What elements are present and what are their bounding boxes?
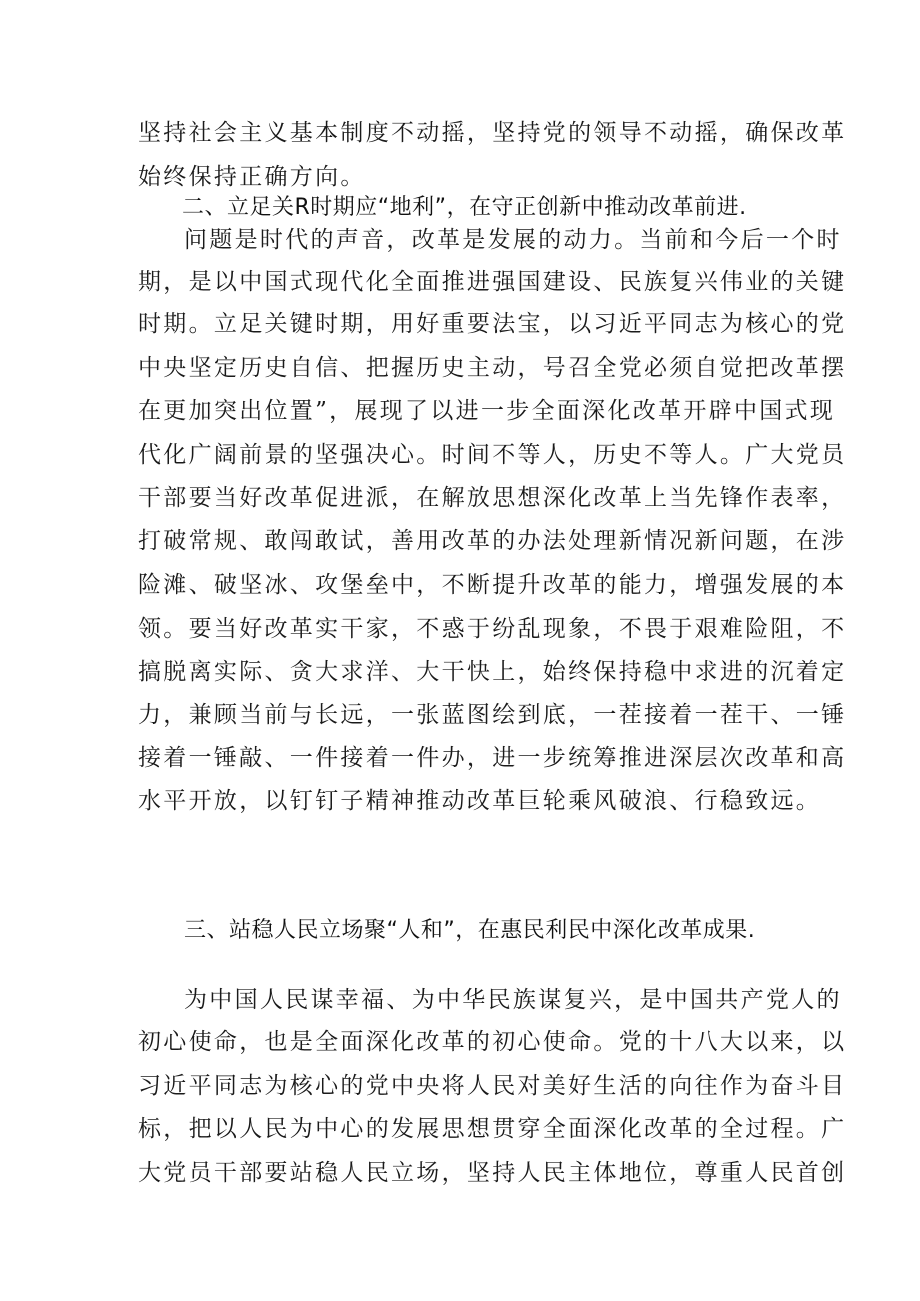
body-text-line: 坚持社会主义基本制度不动摇，坚持党的领导不动摇，确保改革	[138, 120, 847, 146]
body-text-line: 干部要当好改革促进派，在解放思想深化改革上当先锋作表率，	[138, 485, 847, 511]
body-text-line: 力，兼顾当前与长远，一张蓝图绘到底，一茬接着一茬干、一锤	[138, 702, 847, 728]
body-text-line: 打破常规、敢闯敢试，善用改革的办法处理新情况新问题，在涉	[138, 528, 847, 554]
body-text-line: 在更加突出位置”，展现了以进一步全面深化改革开辟中国式现	[138, 398, 836, 424]
body-text-line	[138, 825, 788, 865]
body-text-line: 大党员干部要站稳人民立场，坚持人民主体地位，尊重人民首创	[138, 1160, 847, 1186]
body-text-line: 险滩、破坚冰、攻堡垒中，不断提升改革的能力，增强发展的本	[138, 572, 847, 598]
body-text-line: 习近平同志为核心的党中央将人民对美好生活的向往作为奋斗目	[138, 1073, 847, 1099]
body-text-line: 搞脱离实际、贪大求洋、大干快上，始终保持稳中求进的沉着定	[138, 659, 847, 685]
section-heading-2: 二、立足关R时期应“地利”，在守正创新中推动改革前进.	[182, 195, 747, 220]
body-text-line: 标，把以人民为中心的发展思想贯穿全面深化改革的全过程。广	[138, 1116, 847, 1142]
section-heading-3: 三、站稳人民立场聚“人和”，在惠民利民中深化改革成果.	[184, 918, 756, 943]
body-text-line: 为中国人民谋幸福、为中华民族谋复兴，是中国共产党人的	[184, 987, 842, 1013]
body-text-line: 问题是时代的声音，改革是发展的动力。当前和今后一个时	[184, 227, 842, 253]
body-text-line: 代化广阔前景的坚强决心。时间不等人，历史不等人。广大党员	[138, 442, 847, 468]
body-text-line: 水平开放，以钉钉子精神推动改革巨轮乘风破浪、行稳致远。	[138, 788, 822, 814]
body-text-line: 始终保持正确方向。	[138, 164, 366, 190]
body-text-line: 期，是以中国式现代化全面推进强国建设、民族复兴伟业的关键	[138, 269, 847, 295]
body-text-line: 初心使命，也是全面深化改革的初心使命。党的十八大以来，以	[138, 1029, 847, 1055]
body-text-line: 接着一锤敲、一件接着一件办，进一步统筹推进深层次改革和高	[138, 745, 847, 771]
body-text-line: 领。要当好改革实干家，不惑于纷乱现象，不畏于艰难险阻，不	[138, 616, 847, 642]
body-text-line: 时期。立足关键时期，用好重要法宝，以习近平同志为核心的党	[138, 311, 847, 337]
body-text-line: 中央坚定历史自信、把握历史主动，号召全党必须自觉把改革摆	[138, 355, 847, 381]
